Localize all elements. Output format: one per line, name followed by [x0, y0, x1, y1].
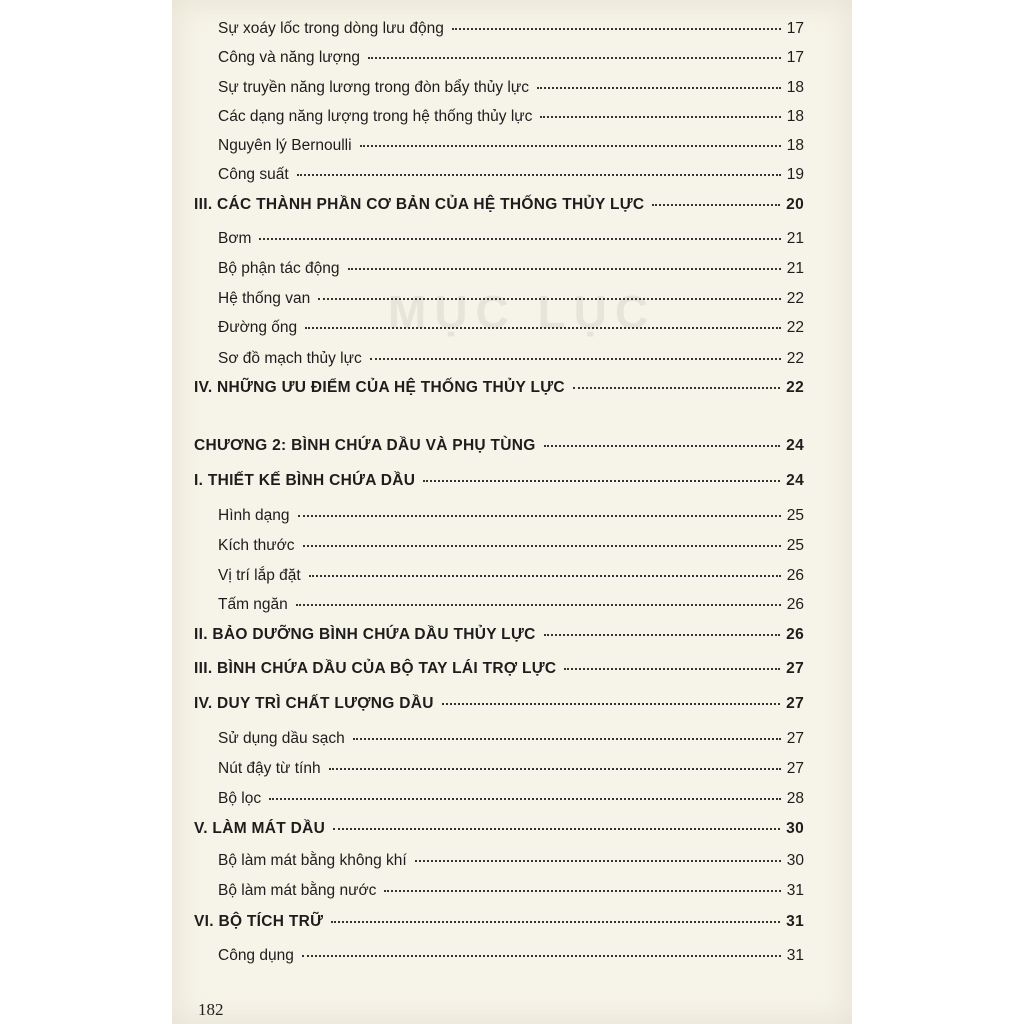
toc-entry [218, 730, 804, 752]
toc-entry-page: 22 [786, 350, 804, 367]
dot-leader [303, 545, 781, 547]
toc-entry-label: Đường ống [218, 319, 298, 336]
toc-entry [218, 49, 804, 71]
toc-entry-label: I. THIẾT KẾ BÌNH CHỨA DẦU [194, 472, 416, 489]
toc-entry-page: 17 [786, 49, 804, 66]
toc-entry-label: Sơ đồ mạch thủy lực [218, 350, 362, 367]
toc-entry-page: 26 [786, 567, 804, 584]
toc-entry-label: IV. NHỮNG ƯU ĐIỂM CỦA HỆ THỐNG THỦY LỰC [194, 379, 565, 396]
toc-entry [218, 852, 804, 874]
toc-entry [194, 695, 804, 717]
toc-entry-page: 25 [786, 507, 804, 524]
dot-leader [544, 445, 781, 447]
toc-entry [194, 472, 804, 494]
dot-leader [384, 890, 780, 892]
toc-entry [218, 507, 804, 529]
toc-entry [218, 230, 804, 252]
toc-entry [218, 760, 804, 782]
toc-entry-page: 21 [786, 260, 804, 277]
page-number: 182 [198, 1000, 224, 1019]
dot-leader [423, 480, 780, 482]
toc-entry-page: 26 [786, 596, 804, 613]
dot-leader [269, 798, 781, 800]
toc-entry-label: Hệ thống van [218, 290, 311, 307]
toc-entry [218, 947, 804, 969]
toc-entry-page: 31 [786, 882, 804, 899]
dot-leader [302, 955, 781, 957]
toc-entry-label: Nút đậy từ tính [218, 760, 321, 777]
toc-entry-label: Sử dụng dầu sạch [218, 730, 345, 747]
dot-leader [564, 668, 780, 670]
toc-entry-label: V. LÀM MÁT DẦU [194, 820, 326, 837]
toc-entry-label: Bộ làm mát bằng nước [218, 882, 377, 899]
toc-entry-label: Nguyên lý Bernoulli [218, 137, 352, 154]
toc-entry-page: 26 [786, 626, 804, 643]
toc-entry-label: III. CÁC THÀNH PHẦN CƠ BẢN CỦA HỆ THỐNG THỦY LỰC [194, 196, 645, 213]
toc-entry-label: Bộ lọc [218, 790, 262, 807]
toc-entry-label: II. BẢO DƯỠNG BÌNH CHỨA DẦU THỦY LỰC [194, 626, 536, 643]
toc-entry [194, 913, 804, 935]
toc-entry-label: Sự truyền năng lương trong đòn bẩy thủy lực [218, 79, 529, 96]
toc-entry-page: 30 [786, 852, 804, 869]
dot-leader [331, 921, 780, 923]
dot-leader [353, 738, 781, 740]
toc-entry [218, 108, 804, 130]
toc-entry [218, 20, 804, 42]
toc-entry [218, 319, 804, 341]
toc-entry-page: 17 [786, 20, 804, 37]
toc-entry [194, 379, 804, 401]
dot-leader [544, 634, 781, 636]
toc-entry [218, 79, 804, 101]
toc-entry-page: 31 [786, 913, 804, 930]
toc-entry-page: 19 [786, 166, 804, 183]
toc-entry-page: 28 [786, 790, 804, 807]
toc-entry [194, 660, 804, 682]
dot-leader [348, 268, 781, 270]
toc-entry-page: 22 [786, 379, 804, 396]
toc-entry-page: 25 [786, 537, 804, 554]
toc-entry-page: 27 [786, 730, 804, 747]
toc-entry-label: Tấm ngăn [218, 596, 288, 613]
toc-entry-label: Hình dạng [218, 507, 290, 524]
toc-entry-page: 18 [786, 108, 804, 125]
bleed-through-title: MỤC LỤC [388, 286, 657, 338]
toc-entry-label: Công suất [218, 166, 289, 183]
dot-leader [360, 145, 781, 147]
toc-entry-label: IV. DUY TRÌ CHẤT LƯỢNG DẦU [194, 695, 434, 712]
toc-entry-label: Bơm [218, 230, 252, 247]
toc-entry-label: VI. BỘ TÍCH TRỮ [194, 913, 324, 930]
dot-leader [305, 327, 781, 329]
dot-leader [540, 116, 780, 118]
toc-entry-page: 22 [786, 319, 804, 336]
toc-entry [218, 290, 804, 312]
toc-entry-page: 27 [786, 695, 804, 712]
toc-entry-page: 20 [786, 196, 804, 213]
dot-leader [452, 28, 781, 30]
toc-entry-page: 30 [786, 820, 804, 837]
toc-entry [218, 567, 804, 589]
toc-entry-label: Bộ phận tác động [218, 260, 340, 277]
toc-entry-label: Bộ làm mát bằng không khí [218, 852, 407, 869]
toc-entry-page: 18 [786, 79, 804, 96]
toc-entry [218, 882, 804, 904]
dot-leader [296, 604, 781, 606]
toc-entry [194, 196, 804, 218]
toc-entry-label: Kích thước [218, 537, 295, 554]
toc-entry [194, 626, 804, 648]
toc-entry-page: 27 [786, 760, 804, 777]
toc-entry-label: Công và năng lượng [218, 49, 361, 66]
dot-leader [415, 860, 781, 862]
toc-entry [218, 166, 804, 188]
dot-leader [318, 298, 781, 300]
toc-entry-label: Công dụng [218, 947, 294, 964]
toc-entry-label: Vị trí lắp đặt [218, 567, 301, 584]
toc-entry-label: III. BÌNH CHỨA DẦU CỦA BỘ TAY LÁI TRỢ LỰC [194, 660, 557, 677]
toc-entry-page: 24 [786, 472, 804, 489]
toc-entry-label: Các dạng năng lượng trong hệ thống thủy lực [218, 108, 533, 125]
dot-leader [652, 204, 780, 206]
dot-leader [370, 358, 781, 360]
toc-entry [218, 350, 804, 372]
dot-leader [573, 387, 780, 389]
dot-leader [442, 703, 780, 705]
dot-leader [259, 238, 780, 240]
dot-leader [309, 575, 781, 577]
toc-entry [218, 137, 804, 159]
toc-entry-label: CHƯƠNG 2: BÌNH CHỨA DẦU VÀ PHỤ TÙNG [194, 437, 536, 454]
dot-leader [368, 57, 781, 59]
toc-entry-page: 18 [786, 137, 804, 154]
dot-leader [333, 828, 780, 830]
toc-entry-label: Sự xoáy lốc trong dòng lưu động [218, 20, 444, 37]
toc-entry-page: 22 [786, 290, 804, 307]
toc-entry [218, 790, 804, 812]
dot-leader [297, 174, 781, 176]
dot-leader [537, 87, 781, 89]
dot-leader [329, 768, 781, 770]
toc-entry-page: 24 [786, 437, 804, 454]
toc-entry [194, 820, 804, 842]
toc-entry [218, 537, 804, 559]
toc-entry-page: 21 [786, 230, 804, 247]
toc-entry-page: 27 [786, 660, 804, 677]
dot-leader [298, 515, 781, 517]
toc-entry [218, 596, 804, 618]
toc-entry-page: 31 [786, 947, 804, 964]
toc-entry [218, 260, 804, 282]
toc-entry [194, 437, 804, 459]
